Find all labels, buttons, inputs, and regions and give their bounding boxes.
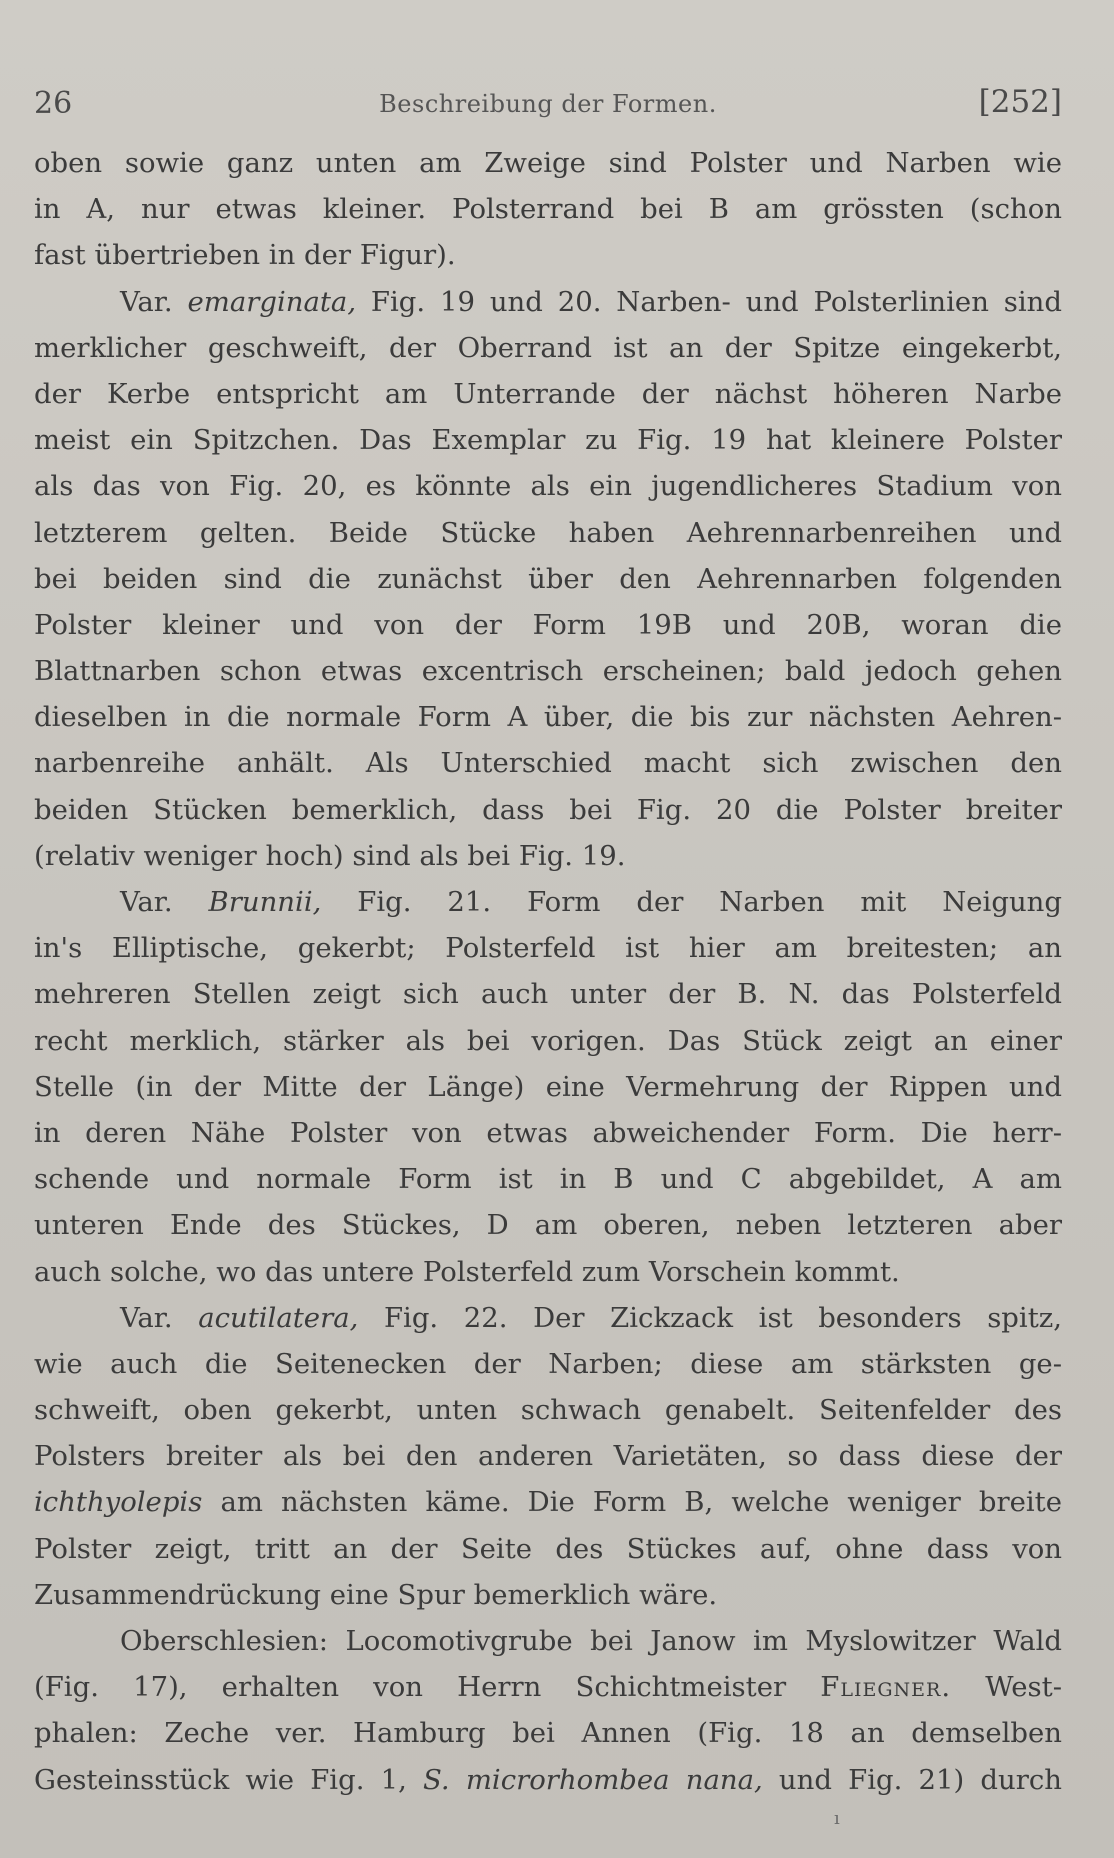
text-line: Polster kleiner und von der Form 19B und 20B, woran die [34,608,1062,641]
species-name: S. microrhombea nana, [423,1763,763,1796]
line-rest: Fig. 19 und 20. Narben- und Polsterlinien sind [370,285,1062,318]
text-line: schweift, oben gekerbt, unten schwach genabelt. Seitenfelder des [34,1394,1062,1427]
text-line [34,279,1062,325]
text-line [34,1295,1062,1341]
variety-name: emarginata, [187,285,357,318]
text-line [34,1479,1062,1525]
line-rest: Fig. 22. Der Zickzack ist besonders spitz, [383,1301,1062,1334]
running-title: Beschreibung der Formen. [379,90,717,118]
line-rest: Fig. 21. Form der Narben mit Neigung [357,886,1062,918]
text-line: dieselben in die normale Form A über, die bis zur nächsten Aehren- [34,701,1062,734]
text-line: merklicher geschweift, der Oberrand ist an der Spitze eingekerbt, [34,331,1062,364]
text-line: in deren Nähe Polster von etwas abweichender Form. Die herr- [34,1116,1062,1149]
species-name: ichthyolepis [34,1486,203,1519]
person-name: Fliegner. [820,1671,952,1704]
text-line: narbenreihe anhält. Als Unterschied macht sich zwischen den [34,747,1062,780]
line-start: Gesteinsstück wie Fig. 1, [34,1763,407,1796]
text-line: fast übertrieben in der Figur). [34,239,456,272]
var-label: Var. [120,1301,173,1334]
body-text [34,140,1062,1803]
book-page [34,0,1062,1858]
text-line: Zusammendrückung eine Spur bemerklich wäre. [34,1578,718,1611]
text-line [34,1664,1062,1710]
text-line: der Kerbe entspricht am Unterrande der nächst höheren Narbe [34,377,1062,410]
text-line [34,1757,1062,1803]
line-rest: und Fig. 21) durch [778,1763,1062,1796]
page-number: 26 [34,86,73,121]
text-line: (relativ weniger hoch) sind als bei Fig. 19. [34,839,626,872]
variety-name: Brunnii, [208,886,322,918]
text-line: mehreren Stellen zeigt sich auch unter der B. N. das Polsterfeld [34,978,1062,1011]
text-line: in A, nur etwas kleiner. Polsterrand bei B am grössten (schon [34,193,1062,226]
text-line: Stelle (in der Mitte der Länge) eine Vermehrung der Rippen und [34,1070,1062,1103]
text-line: unteren Ende des Stückes, D am oberen, neben letzteren aber [34,1209,1062,1242]
text-line: beiden Stücken bemerklich, dass bei Fig. 20 die Polster breiter [34,793,1062,826]
footer-mark: ı [834,1808,840,1829]
text-line: letzterem gelten. Beide Stücke haben Aehrennarbenreihen und [34,516,1062,549]
text-line: phalen: Zeche ver. Hamburg bei Annen (Fig. 18 an demselben [34,1717,1062,1750]
variety-name: acutilatera, [198,1301,359,1334]
page-header [34,78,1062,128]
line-rest: am nächsten käme. Die Form B, welche weniger breite [220,1486,1062,1519]
text-line: oben sowie ganz unten am Zweige sind Polster und Narben wie [34,147,1062,179]
text-line: Oberschlesien: Locomotivgrube bei Janow im Myslowitzer Wald [120,1625,1062,1657]
line-start: (Fig. 17), erhalten von Herrn Schichtmeister [34,1671,787,1704]
text-line: Blattnarben schon etwas excentrisch erscheinen; bald jedoch gehen [34,655,1062,688]
var-label: Var. [120,886,173,918]
original-page-reference: [252] [978,84,1062,120]
text-line: meist ein Spitzchen. Das Exemplar zu Fig. 19 hat kleinere Polster [34,424,1062,457]
text-line: Polster zeigt, tritt an der Seite des Stückes auf, ohne dass von [34,1532,1062,1565]
text-line: recht merklich, stärker als bei vorigen. Das Stück zeigt an einer [34,1024,1062,1057]
text-line: auch solche, wo das untere Polsterfeld zum Vorschein kommt. [34,1255,900,1288]
text-line: Polsters breiter als bei den anderen Varietäten, so dass diese der [34,1440,1062,1473]
text-line: als das von Fig. 20, es könnte als ein jugendlicheres Stadium von [34,470,1062,503]
var-label: Var. [120,285,173,318]
text-line: bei beiden sind die zunächst über den Aehrennarben folgenden [34,562,1062,595]
text-line: schende und normale Form ist in B und C abgebildet, A am [34,1163,1062,1196]
text-line: wie auch die Seitenecken der Narben; diese am stärksten ge- [34,1347,1062,1380]
text-line: in's Elliptische, gekerbt; Polsterfeld ist hier am breitesten; an [34,932,1062,965]
text-line [34,879,1062,925]
line-rest: West- [985,1671,1062,1704]
